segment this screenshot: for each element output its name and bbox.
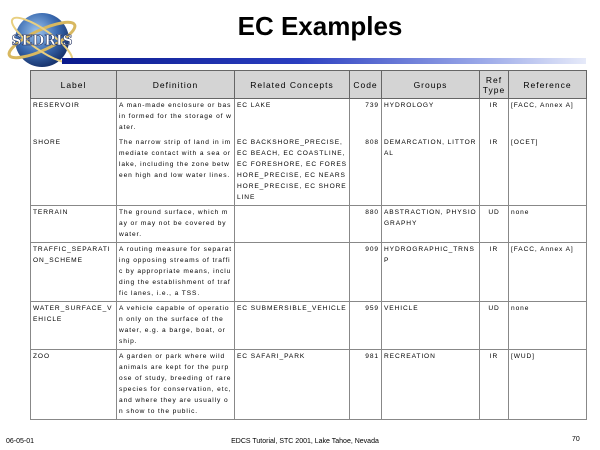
cell-code: 909 — [350, 243, 382, 302]
cell-definition: The narrow strip of land in immediate contact with a sea or lake, including the zone between high and low water lines. — [117, 136, 235, 206]
table-row — [31, 136, 587, 206]
cell-related — [235, 243, 350, 302]
cell-code: 808 — [350, 136, 382, 206]
cell-groups: HYDROGRAPHIC_TRNSP — [382, 243, 480, 302]
title-underline-bar — [62, 58, 586, 64]
cell-related: EC LAKE — [235, 99, 350, 136]
cell-label: WATER_SURFACE_VEHICLE — [31, 302, 117, 350]
sedris-logo — [2, 2, 86, 80]
cell-reference: [FACC, Annex A] — [509, 243, 587, 302]
page-title: EC Examples — [237, 11, 403, 41]
header-reference: Reference — [509, 71, 587, 99]
cell-definition: The ground surface, which may or may not be covered by water. — [117, 206, 235, 243]
cell-related: EC BACKSHORE_PRECISE, EC BEACH, EC COASTLINE, EC FORESHORE, EC FORESHORE_PRECISE, EC NEARSHORE_PRECISE, EC SHORELINE — [235, 136, 350, 206]
cell-reference: [WUD] — [509, 350, 587, 420]
cell-label: SHORE — [31, 136, 117, 206]
header-groups: Groups — [382, 71, 480, 99]
header-related-concepts: Related Concepts — [235, 71, 350, 99]
table-row — [31, 302, 587, 350]
cell-reference: none — [509, 206, 587, 243]
cell-groups: RECREATION — [382, 350, 480, 420]
cell-related — [235, 206, 350, 243]
cell-ref-type: UD — [480, 302, 509, 350]
cell-code: 739 — [350, 99, 382, 136]
header-label: Label — [31, 71, 117, 99]
page-number: 70 — [572, 436, 580, 443]
cell-code: 880 — [350, 206, 382, 243]
table-row — [31, 243, 587, 302]
cell-groups: DEMARCATION, LITTORAL — [382, 136, 480, 206]
cell-ref-type: IR — [480, 136, 509, 206]
header-code: Code — [350, 71, 382, 99]
cell-definition: A garden or park where wild animals are kept for the purpose of study, breeding of rare species for conservation, etc, and where they are usually on show to the public. — [117, 350, 235, 420]
logo-text: SEDRIS — [11, 33, 73, 49]
cell-label: ZOO — [31, 350, 117, 420]
cell-ref-type: IR — [480, 99, 509, 136]
cell-ref-type: UD — [480, 206, 509, 243]
cell-definition: A vehicle capable of operation only on the surface of the water, e.g. a barge, boat, or ship. — [117, 302, 235, 350]
cell-reference: [FACC, Annex A] — [509, 99, 587, 136]
cell-reference: none — [509, 302, 587, 350]
header-definition: Definition — [117, 71, 235, 99]
footer-title: EDCS Tutorial, STC 2001, Lake Tahoe, Nevada — [231, 438, 379, 445]
ec-examples-table — [30, 70, 587, 420]
table-row — [31, 206, 587, 243]
cell-groups: HYDROLOGY — [382, 99, 480, 136]
table-row — [31, 99, 587, 136]
cell-definition: A man-made enclosure or basin formed for the storage of water. — [117, 99, 235, 136]
table-row — [31, 350, 587, 420]
cell-code: 981 — [350, 350, 382, 420]
cell-ref-type: IR — [480, 350, 509, 420]
cell-reference: [OCET] — [509, 136, 587, 206]
cell-label: RESERVOIR — [31, 99, 117, 136]
cell-definition: A routing measure for separating opposing streams of traffic by appropriate means, including the establishment of traffic lanes, i.e., a TSS. — [117, 243, 235, 302]
cell-label: TRAFFIC_SEPARATION_SCHEME — [31, 243, 117, 302]
footer-date: 06-05-01 — [6, 438, 35, 445]
cell-ref-type: IR — [480, 243, 509, 302]
cell-groups: VEHICLE — [382, 302, 480, 350]
table-header-row — [31, 71, 587, 99]
cell-related: EC SAFARI_PARK — [235, 350, 350, 420]
cell-groups: ABSTRACTION, PHYSIOGRAPHY — [382, 206, 480, 243]
header-ref-type: Ref Type — [480, 71, 509, 99]
cell-related: EC SUBMERSIBLE_VEHICLE — [235, 302, 350, 350]
cell-code: 959 — [350, 302, 382, 350]
cell-label: TERRAIN — [31, 206, 117, 243]
